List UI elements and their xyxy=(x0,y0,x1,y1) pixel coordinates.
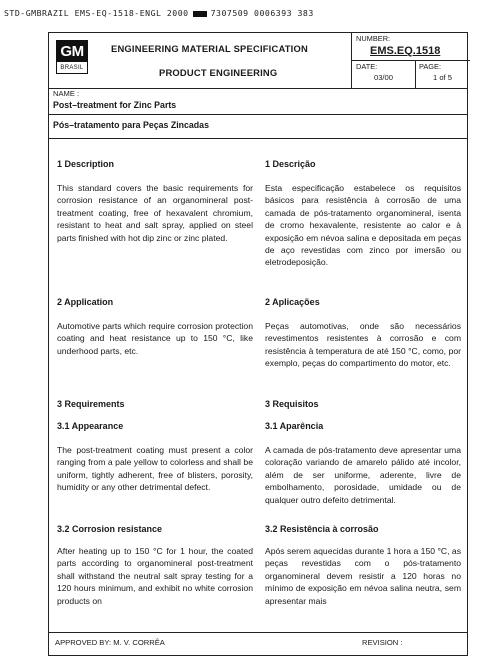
document-number-box xyxy=(351,33,470,88)
secao-3-2-text: Após serem aquecidas durante 1 hora a 150 °C, as peças revestidas com o pós-tratamento organomineral devem resistir a 120 horas no mínimo de exposição em névoa salina neutra, sem apresentar mais xyxy=(265,546,461,606)
specification-page xyxy=(48,32,468,656)
date-value: 03/00 xyxy=(373,73,393,82)
secao-2-text: Peças automotivas, onde são necessários revestimentos resistentes à corrosão e com resistência à temperatura de até 150 °C, como, por exemplo, peças do compartimento do motor, etc. xyxy=(265,321,461,369)
name-label: NAME : xyxy=(53,89,80,98)
document-code: STD-GMBRAZIL EMS-EQ-1518-ENGL 2000 xyxy=(4,8,189,18)
secao-2-heading: 2 Aplicações xyxy=(265,297,320,307)
secao-3-heading: 3 Requisitos xyxy=(265,399,319,409)
section-3-1-text: The post-treatment coating must present a color ranging from a pale yellow to colorless and shall be uniform, tightly adherent, free of blisters, porosity, humidity or any other detrimental defect. xyxy=(57,445,253,493)
logo-text: GM xyxy=(57,41,87,62)
section-1-heading: 1 Description xyxy=(57,159,115,169)
header xyxy=(49,33,467,89)
logo-subtext: BRASIL xyxy=(60,65,84,71)
secao-3-2-heading: 3.2 Resistência à corrosão xyxy=(265,524,379,534)
secao-3-1-heading: 3.1 Aparência xyxy=(265,421,324,431)
document-serial: 7307509 0006393 383 xyxy=(210,8,314,18)
revision-label: REVISION : xyxy=(362,638,403,647)
section-2-text: Automotive parts which require corrosion protection coating and heat resistance up to 150 °C, like underhood parts, etc. xyxy=(57,321,253,356)
name-portuguese-row xyxy=(49,114,467,139)
name-portuguese: Pós–tratamento para Peças Zincadas xyxy=(53,120,209,130)
secao-1-heading: 1 Descrição xyxy=(265,159,316,169)
page-label: PAGE: xyxy=(419,62,442,71)
name-english: Post–treatment for Zinc Parts xyxy=(53,100,177,110)
department-title: PRODUCT ENGINEERING xyxy=(159,67,278,78)
date-cell xyxy=(352,60,416,89)
name-row xyxy=(49,88,467,115)
barcode-block xyxy=(193,11,207,17)
section-3-heading: 3 Requirements xyxy=(57,399,125,409)
spec-title: ENGINEERING MATERIAL SPECIFICATION xyxy=(111,43,308,54)
number-value: EMS.EQ.1518 xyxy=(370,45,441,57)
section-1-text: This standard covers the basic requirements for corrosion resistance of an organomineral post-treatment coating, free of hexavalent chromium, resistant to heat and salt spray, applied on steel parts finished with hot dip zinc or zinc plated. xyxy=(57,183,253,243)
page-cell xyxy=(415,60,470,89)
secao-3-1-text: A camada de pós-tratamento deve apresentar uma coloração variando de amarelo pálido até incolor, além de ser uniforme, aderente, livre de embolhamento, porosidade, umidade ou de qualquer outro defeito detrimental. xyxy=(265,445,461,505)
footer xyxy=(49,632,467,655)
section-3-1-heading: 3.1 Appearance xyxy=(57,421,124,431)
approved-by: APPROVED BY: M. V. CORRÊA xyxy=(55,638,165,647)
gm-brasil-logo xyxy=(56,40,88,74)
section-3-2-text: After heating up to 150 °C for 1 hour, the coated parts according to organomineral post-treatment shall withstand the neutral salt spray testing for a 120 hours minimum, and exhibit no white corrosion products on xyxy=(57,546,253,606)
document-code-line xyxy=(4,8,492,18)
page-value: 1 of 5 xyxy=(433,73,452,82)
secao-1-text: Esta especificação estabelece os requisitos básicos para resistência à corrosão de uma camada de pós-tratamento organomineral, isenta de cromo hexavalente, resistente ao calor e à exposição em névoa salina e depositada em peças de aço revestidas com zinco por imersão ou eletrodeposição. xyxy=(265,183,461,268)
section-3-2-heading: 3.2 Corrosion resistance xyxy=(57,524,163,534)
number-label: NUMBER: xyxy=(356,34,391,43)
date-label: DATE: xyxy=(356,62,378,71)
section-2-heading: 2 Application xyxy=(57,297,114,307)
